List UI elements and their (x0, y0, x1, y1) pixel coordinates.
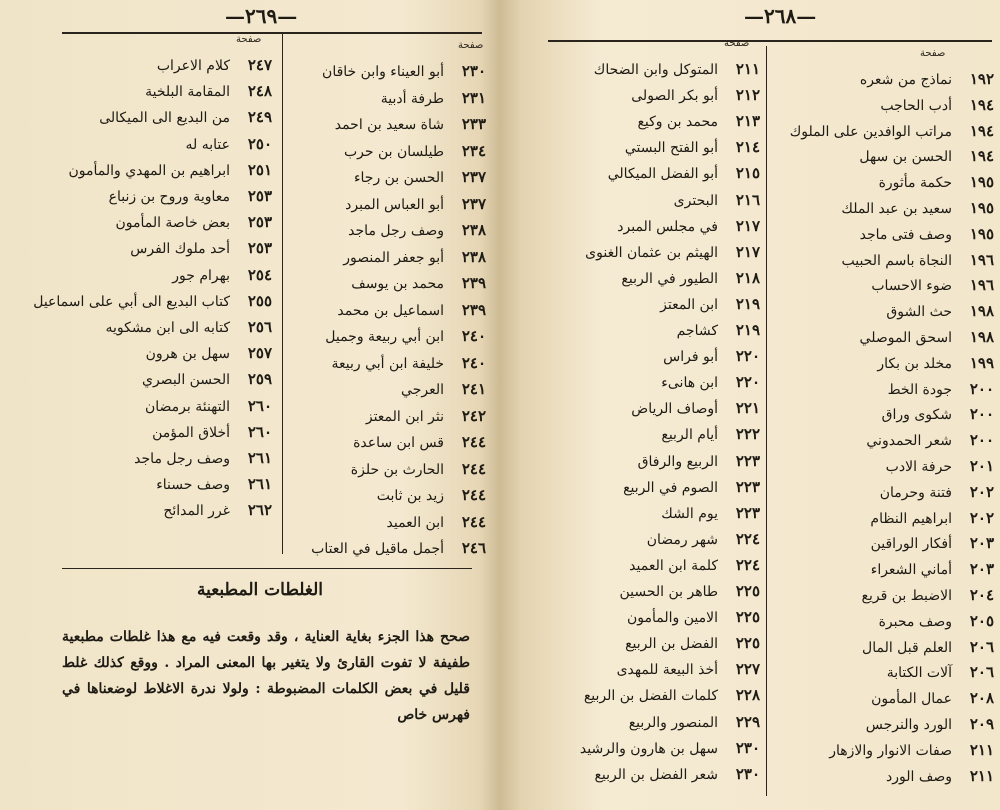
index-entry (40, 104, 272, 130)
index-entry (772, 324, 994, 350)
index-entry (772, 272, 994, 298)
index-entry (772, 118, 994, 144)
index-entry (284, 191, 486, 217)
entry-title: أماني الشعراء (870, 562, 952, 579)
entry-page-number: ٢١١ (969, 740, 994, 759)
index-entry (528, 682, 760, 708)
entry-title: كتاب البديع الى أبي على اسماعيل (33, 293, 230, 310)
index-entry (772, 634, 994, 660)
index-entry (528, 604, 760, 630)
entry-title: الحسن بن سهل (859, 149, 952, 166)
index-entry (284, 217, 486, 243)
column-header: صفحة (236, 34, 262, 45)
entry-page-number: ٢١٧ (735, 242, 760, 261)
entry-page-number: ١٩٦ (969, 276, 994, 295)
entry-title: اسماعيل بن محمد (337, 302, 444, 319)
entry-title: الامين والمأمون (627, 610, 718, 627)
index-entry (528, 160, 760, 186)
column-header: صفحة (458, 40, 484, 51)
entry-title: بهرام جور (172, 267, 230, 284)
entry-title: معاوية وروح بن زنباع (108, 189, 230, 205)
entry-page-number: ٢٢٤ (735, 529, 760, 548)
entry-page-number: ٢٤٤ (461, 512, 486, 531)
index-entry (528, 134, 760, 160)
entry-page-number: ٢٠٠ (969, 431, 994, 450)
entry-title: شكوى وراق (881, 407, 952, 424)
entry-page-number: ٢٠٠ (969, 405, 994, 424)
entry-title: العلم قبل المال (862, 639, 952, 656)
entry-title: آلات الكتابة (886, 665, 952, 682)
index-entry (528, 709, 760, 735)
entry-title: شعر الحمدوني (866, 433, 952, 450)
entry-page-number: ٢٣٠ (735, 738, 760, 757)
entry-page-number: ٢٣٨ (461, 247, 486, 266)
entry-title: كلام الاعراب (156, 58, 230, 74)
entry-title: ابن العميد (386, 514, 444, 531)
entry-title: المنصور والربيع (628, 714, 718, 731)
entry-page-number: ٢٥٦ (247, 318, 272, 336)
entry-title: أبو بكر الصولى (631, 88, 718, 105)
entry-page-number: ٢٣٠ (461, 62, 486, 80)
index-entry (40, 78, 272, 104)
index-entry (528, 630, 760, 656)
index-entry (40, 262, 272, 288)
entry-page-number: ٢٠٣ (969, 534, 994, 553)
entry-title: أفكار الوراقين (870, 536, 952, 553)
index-entry (772, 505, 994, 531)
entry-page-number: ٢٤١ (461, 380, 486, 398)
entry-page-number: ٢٣٩ (461, 274, 486, 292)
entry-page-number: ٢٠٨ (969, 689, 994, 708)
entry-page-number: ١٩٤ (969, 147, 994, 166)
entry-title: محمد بن وكيع (637, 114, 718, 131)
index-entry (284, 535, 486, 561)
index-entry (40, 52, 272, 78)
index-entry (528, 578, 760, 604)
entry-page-number: ٢٢١ (735, 399, 760, 418)
entry-title: أوصاف الرياض (631, 401, 718, 418)
entry-title: شعر الفضل بن الربيع (594, 766, 718, 783)
index-entry (284, 164, 486, 190)
entry-title: كلمة ابن العميد (629, 557, 718, 574)
index-entry (528, 552, 760, 578)
entry-page-number: ٢١٧ (735, 216, 760, 235)
index-entry (772, 195, 994, 221)
entry-page-number: ٢٢٠ (735, 373, 760, 392)
entry-page-number: ٢٤٨ (247, 82, 272, 101)
index-entry (772, 92, 994, 118)
entry-title: بعض خاصة المأمون (115, 215, 230, 232)
index-entry (772, 221, 994, 247)
index-entry (528, 343, 760, 369)
index-entry (284, 376, 486, 402)
entry-page-number: ٢٥٠ (247, 134, 272, 153)
index-entry (528, 735, 760, 761)
column-header: صفحة (724, 38, 750, 49)
entry-page-number: ٢٦١ (247, 449, 272, 467)
index-entry (772, 711, 994, 737)
index-entry (528, 656, 760, 682)
entry-title: خليفة ابن أبي ربيعة (331, 355, 444, 372)
column-divider (766, 46, 767, 796)
index-entry (772, 66, 994, 92)
entry-page-number: ٢٣٤ (461, 141, 486, 160)
index-entry (772, 685, 994, 711)
entry-page-number: ١٩٤ (969, 95, 994, 114)
index-entry (284, 456, 486, 482)
entry-title: ضوء الاحساب (871, 278, 952, 295)
entry-title: الحسن بن رجاء (353, 170, 444, 186)
entry-title: وصف محبرة (878, 613, 952, 630)
entry-title: عمال المأمون (871, 691, 952, 708)
entry-title: سهل بن هارون والرشيد (579, 740, 718, 757)
index-entry (528, 395, 760, 421)
entry-title: حث الشوق (886, 304, 952, 321)
entry-title: شاة سعيد بن احمد (334, 117, 444, 133)
entry-title: في مجلس المبرد (617, 218, 718, 235)
index-entry (772, 247, 994, 273)
index-entry (284, 244, 486, 270)
entry-title: ابراهيم النظام (870, 510, 952, 527)
entry-page-number: ٢٠٢ (969, 482, 994, 501)
index-entry (528, 56, 760, 82)
entry-page-number: ٢٥٣ (247, 213, 272, 232)
entry-title: الهيثم بن عثمان الغنوى (585, 244, 718, 261)
column-header: صفحة (920, 48, 946, 59)
entry-page-number: ١٩٥ (969, 199, 994, 217)
entry-page-number: ٢٠٩ (969, 715, 994, 733)
entry-page-number: ٢٢٥ (735, 608, 760, 627)
entry-page-number: ٢٥٣ (247, 187, 272, 205)
entry-title: الحارث بن حلزة (350, 461, 444, 478)
index-entry (772, 582, 994, 608)
index-entry (284, 85, 486, 111)
entry-title: الحسن البصري (142, 372, 230, 389)
entry-title: جودة الخط (887, 381, 952, 398)
index-entry (772, 143, 994, 169)
entry-page-number: ٢٥٩ (247, 370, 272, 389)
entry-title: أخلاق المؤمن (152, 424, 230, 441)
index-entry (284, 58, 486, 84)
entry-page-number: ٢٤٩ (247, 108, 272, 127)
entry-page-number: ٢١٩ (735, 294, 760, 313)
entry-title: طاهر بن الحسين (619, 584, 718, 600)
entry-title: الفضل بن الربيع (625, 636, 718, 653)
entry-title: ابن المعتز (660, 296, 718, 313)
entry-title: أدب الحاجب (880, 97, 952, 114)
entry-title: وصف فتى ماجد (859, 226, 952, 243)
index-entry (528, 108, 760, 134)
entry-page-number: ٢٣٣ (461, 115, 486, 133)
entry-page-number: ٢٣٧ (461, 168, 486, 186)
entry-title: المقامة البلخية (145, 84, 230, 101)
entry-page-number: ٢٤٤ (461, 433, 486, 451)
entry-page-number: ١٩٥ (969, 224, 994, 243)
entry-page-number: ٢١٥ (735, 164, 760, 183)
index-entry (40, 471, 272, 497)
index-entry (772, 530, 994, 556)
entry-title: عتابه له (185, 136, 230, 153)
index-entry (40, 445, 272, 471)
entry-title: نثر ابن المعتز (365, 408, 444, 425)
index-entry (40, 183, 272, 209)
index-entry (284, 323, 486, 349)
index-entry (528, 213, 760, 239)
entry-page-number: ٢٦٠ (247, 422, 272, 441)
entry-title: شهر رمضان (646, 531, 718, 548)
index-entry (284, 350, 486, 376)
index-entry (40, 340, 272, 366)
entry-page-number: ٢١٦ (735, 190, 760, 209)
entry-page-number: ٢٥٧ (247, 344, 272, 363)
entry-title: حرفة الادب (885, 459, 952, 475)
index-entry (40, 366, 272, 392)
entry-title: النجاة باسم الحبيب (841, 252, 952, 269)
entry-page-number: ٢١١ (969, 766, 994, 785)
errata-body: صحح هذا الجزء بغاية العناية ، وقد وقعت فيه مع هذا غلطات مطبعية طفيفة لا تفوت القارئ ولا يتغير بها المعنى المراد . ووقع كذلك غلط قليل في بعض الكلمات المضبوطة : ولولا ندرة الاغلاط لوضعناها في فهرس خاص (62, 629, 470, 723)
entry-title: كشاجم (676, 323, 718, 339)
entry-title: المتوكل وابن الضحاك (593, 62, 718, 78)
entry-title: طرفة أدبية (380, 90, 444, 107)
entry-page-number: ٢١٩ (735, 321, 760, 339)
entry-title: العرجي (401, 382, 444, 398)
entry-title: الصوم في الربيع (623, 479, 718, 496)
entry-page-number: ٢١٣ (735, 112, 760, 131)
entry-page-number: ٢٤٠ (461, 353, 486, 372)
section-divider (62, 568, 472, 569)
entry-title: فتنة وحرمان (879, 484, 952, 501)
entry-title: ابراهيم بن المهدي والمأمون (68, 162, 230, 179)
entry-page-number: ٢٢٣ (735, 451, 760, 470)
index-entry (528, 291, 760, 317)
index-entry (772, 350, 994, 376)
entry-page-number: ١٩٨ (969, 302, 994, 321)
errata-title: الغلطات المطبعية (196, 580, 324, 600)
entry-title: الطيور في الربيع (621, 270, 718, 287)
page-number: —٢٦٩— (225, 4, 298, 28)
index-entry (40, 419, 272, 445)
header-rule (548, 40, 992, 42)
entry-title: محمد بن يوسف (351, 276, 444, 292)
index-entry (40, 235, 272, 261)
entry-page-number: ١٩٤ (969, 121, 994, 140)
entry-page-number: ٢٢٠ (735, 347, 760, 366)
entry-title: أبو الفضل الميكالي (607, 166, 718, 183)
entry-page-number: ١٩٨ (969, 328, 994, 346)
index-entry (772, 608, 994, 634)
index-entry (40, 497, 272, 523)
index-entry (284, 403, 486, 429)
entry-title: غرر المدائح (163, 503, 230, 520)
index-entry (40, 314, 272, 340)
index-entry (528, 317, 760, 343)
entry-title: التهنئة برمضان (144, 398, 230, 415)
entry-page-number: ٢٠٤ (969, 586, 994, 604)
entry-title: اسحق الموصلي (859, 330, 952, 346)
index-entry (284, 429, 486, 455)
entry-page-number: ٢١٨ (735, 268, 760, 287)
index-entry (772, 169, 994, 195)
entry-title: وصف رجل ماجد (348, 223, 444, 239)
entry-page-number: ٢٤٤ (461, 486, 486, 504)
entry-title: وصف رجل ماجد (134, 451, 230, 467)
entry-page-number: ٢٣٧ (461, 194, 486, 213)
entry-page-number: ٢٦٠ (247, 396, 272, 415)
entry-title: أبو الفتح البستي (624, 140, 718, 157)
entry-page-number: ٢٢٣ (735, 477, 760, 496)
entry-title: وصف الورد (886, 768, 952, 785)
entry-page-number: ٢٥٣ (247, 239, 272, 258)
entry-title: زيد بن ثابت (376, 488, 444, 504)
index-entry (284, 111, 486, 137)
entry-title: الورد والنرجس (865, 717, 952, 733)
entry-title: أبو فراس (663, 349, 718, 366)
entry-title: نماذج من شعره (859, 72, 952, 88)
index-entry (772, 298, 994, 324)
index-entry (772, 453, 994, 479)
index-entry (40, 157, 272, 183)
index-entry (772, 737, 994, 763)
entry-title: أجمل ماقيل في العتاب (311, 541, 444, 557)
entry-page-number: ٢٠١ (969, 457, 994, 475)
entry-page-number: ٢٣٩ (461, 300, 486, 319)
entry-page-number: ١٩٩ (969, 353, 994, 372)
entry-page-number: ٢١٤ (735, 138, 760, 157)
entry-page-number: ٢٤٠ (461, 327, 486, 345)
entry-page-number: ٢٠٣ (969, 560, 994, 579)
index-entry (284, 297, 486, 323)
entry-page-number: ٢٦١ (247, 475, 272, 494)
entry-page-number: ٢٤٢ (461, 406, 486, 425)
entry-page-number: ٢٦٢ (247, 501, 272, 520)
entry-title: الربيع والرفاق (637, 453, 718, 470)
entry-title: مراتب الوافدين على الملوك (789, 123, 952, 140)
entry-title: سعيد بن عبد الملك (841, 201, 952, 217)
index-entry (528, 474, 760, 500)
index-entry (772, 479, 994, 505)
index-entry (284, 270, 486, 296)
entry-page-number: ٢٠٦ (969, 637, 994, 656)
entry-page-number: ١٩٥ (969, 173, 994, 192)
index-entry (40, 131, 272, 157)
entry-title: يوم الشك (661, 505, 718, 522)
entry-title: كلمات الفضل بن الربيع (583, 688, 718, 705)
entry-page-number: ٢٢٨ (735, 686, 760, 705)
entry-page-number: ٢٠٦ (969, 663, 994, 682)
entry-page-number: ٢٣١ (461, 88, 486, 107)
entry-page-number: ١٩٢ (969, 70, 994, 88)
entry-page-number: ٢٢٥ (735, 582, 760, 600)
entry-title: ابن هانىء (661, 375, 718, 392)
entry-page-number: ٢٠٥ (969, 611, 994, 630)
index-entry (528, 448, 760, 474)
index-entry (284, 482, 486, 508)
entry-page-number: ٢١١ (735, 60, 760, 78)
entry-page-number: ٢١٢ (735, 86, 760, 105)
index-entry (528, 500, 760, 526)
index-entry (284, 138, 486, 164)
index-entry (528, 187, 760, 213)
entry-title: أحد ملوك الفرس (130, 241, 230, 258)
index-entry (528, 526, 760, 552)
index-entry (772, 763, 994, 789)
index-entry (772, 659, 994, 685)
entry-page-number: ٢٤٤ (461, 459, 486, 478)
entry-page-number: ٢٢٤ (735, 555, 760, 574)
entry-title: وصف حسناء (156, 477, 230, 494)
index-entry (40, 209, 272, 235)
index-entry (528, 82, 760, 108)
page-number: —٢٦٨— (744, 4, 817, 28)
entry-page-number: ٢٢٣ (735, 503, 760, 522)
entry-page-number: ٢٢٥ (735, 634, 760, 653)
entry-title: من البديع الى الميكالى (99, 110, 230, 127)
index-entry (772, 556, 994, 582)
entry-page-number: ٢٣٨ (461, 221, 486, 239)
entry-title: حكمة مأثورة (878, 175, 952, 192)
entry-title: أبو العيناء وابن خاقان (322, 64, 444, 80)
entry-title: أخذ البيعة للمهدى (616, 662, 718, 679)
entry-title: أبو جعفر المنصور (343, 249, 444, 266)
entry-title: طيلسان بن حرب (343, 143, 444, 160)
entry-title: قس ابن ساعدة (353, 435, 444, 451)
entry-title: الاضبط بن قريع (861, 588, 952, 604)
entry-title: سهل بن هرون (145, 346, 230, 363)
index-entry (40, 393, 272, 419)
entry-page-number: ٢٠٠ (969, 379, 994, 398)
entry-title: أبو العباس المبرد (345, 196, 444, 213)
index-entry (528, 421, 760, 447)
header-rule (62, 32, 482, 34)
index-entry (528, 239, 760, 265)
entry-page-number: ١٩٦ (969, 250, 994, 269)
entry-page-number: ٢٠٢ (969, 508, 994, 527)
entry-page-number: ٢٥١ (247, 160, 272, 179)
entry-page-number: ٢٢٩ (735, 712, 760, 731)
entry-title: البحترى (673, 192, 718, 209)
entry-title: أيام الربيع (661, 427, 718, 444)
entry-title: كتابه الى ابن مشكويه (105, 320, 230, 336)
entry-page-number: ٢٤٧ (247, 56, 272, 74)
entry-page-number: ٢٤٦ (461, 539, 486, 557)
index-entry (772, 401, 994, 427)
index-entry (528, 265, 760, 291)
entry-title: صفات الانوار والازهار (829, 742, 952, 759)
index-entry (772, 376, 994, 402)
column-divider (282, 34, 283, 554)
entry-title: ابن أبي ربيعة وجميل (325, 329, 444, 345)
index-entry (284, 509, 486, 535)
entry-title: مخلد بن بكار (877, 355, 952, 372)
entry-page-number: ٢٥٥ (247, 291, 272, 310)
entry-page-number: ٢٥٤ (247, 265, 272, 284)
index-entry (528, 761, 760, 787)
index-entry (772, 427, 994, 453)
index-entry (528, 369, 760, 395)
entry-page-number: ٢٢٢ (735, 425, 760, 444)
entry-page-number: ٢٢٧ (735, 660, 760, 679)
index-entry (33, 288, 272, 314)
entry-page-number: ٢٣٠ (735, 764, 760, 783)
